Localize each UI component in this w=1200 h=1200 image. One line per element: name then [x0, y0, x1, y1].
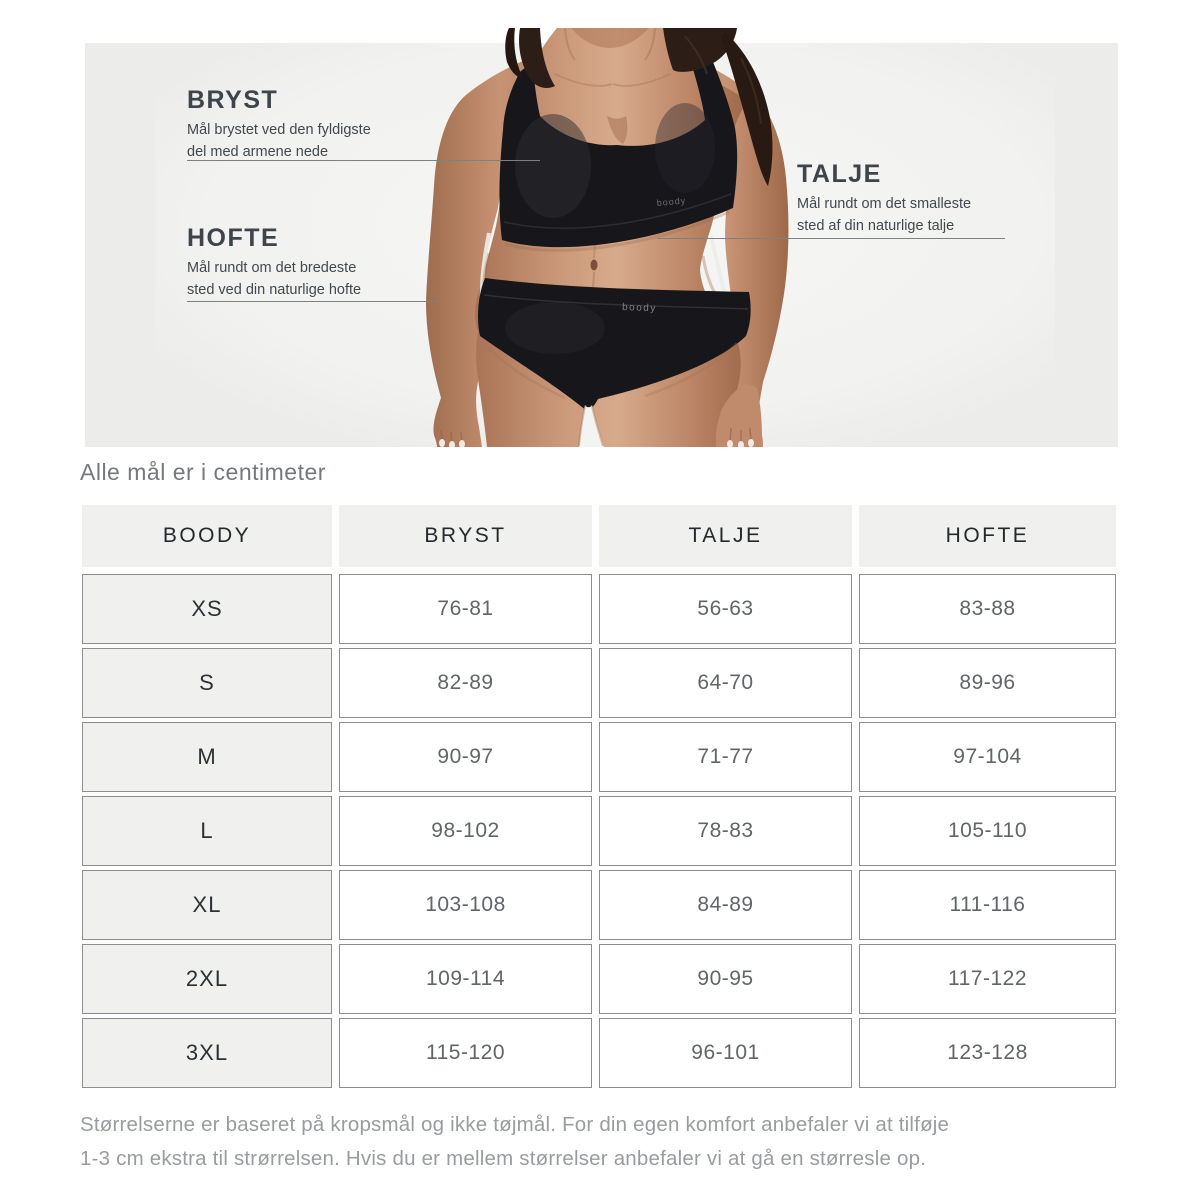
size-table-header: [82, 505, 1116, 567]
footer-note: [80, 1108, 949, 1176]
l-talje-value: 78-83: [599, 796, 852, 866]
size-label-s: S: [82, 648, 332, 718]
footer-note-line1: Størrelserne er baseret på kropsmål og ikke tøjmål. For din egen komfort anbefaler vi at tilføje: [80, 1113, 950, 1136]
size-table: [82, 505, 1116, 1088]
talje-description: [797, 193, 971, 238]
2xl-bryst-value: 109-114: [339, 944, 592, 1014]
size-table-body: [82, 574, 1116, 1088]
s-talje-value: 64-70: [599, 648, 852, 718]
units-note: Alle mål er i centimeter: [80, 459, 326, 485]
m-bryst-value: 90-97: [339, 722, 592, 792]
xs-hofte-value: 83-88: [859, 574, 1116, 644]
xl-talje-value: 84-89: [599, 870, 852, 940]
3xl-hofte-value: 123-128: [859, 1018, 1116, 1088]
boody-logo-bra: boody: [656, 195, 687, 208]
hofte-pointer-line: [187, 301, 438, 302]
boody-logo-briefs: boody: [621, 302, 658, 315]
m-hofte-value: 97-104: [859, 722, 1116, 792]
talje-description-line1: Mål rundt om det smalleste: [797, 196, 972, 212]
column-header-bryst: BRYST: [339, 505, 592, 567]
bryst-description-line1: Mål brystet ved den fyldigste: [187, 122, 371, 138]
column-header-talje: TALJE: [599, 505, 852, 567]
talje-description-line2: sted af din naturlige talje: [797, 218, 955, 235]
bryst-description: [187, 119, 371, 164]
size-label-xl: XL: [82, 870, 332, 940]
s-hofte-value: 89-96: [859, 648, 1116, 718]
s-bryst-value: 82-89: [339, 648, 592, 718]
xs-bryst-value: 76-81: [339, 574, 592, 644]
bryst-description-line2: del med armene nede: [187, 144, 329, 161]
size-label-3xl: 3XL: [82, 1018, 332, 1088]
hofte-description: [187, 257, 361, 302]
hofte-description-line2: sted ved din naturlige hofte: [187, 282, 362, 299]
hofte-title: HOFTE: [187, 224, 280, 252]
bryst-pointer-line: [187, 160, 540, 161]
xl-hofte-value: 111-116: [859, 870, 1116, 940]
column-header-boody: BOODY: [82, 505, 332, 567]
size-label-m: M: [82, 722, 332, 792]
3xl-bryst-value: 115-120: [339, 1018, 592, 1088]
2xl-hofte-value: 117-122: [859, 944, 1116, 1014]
footer-note-line2: 1-3 cm ekstra til strørrelsen. Hvis du er mellem størrelser anbefaler vi at gå en størresle op.: [80, 1147, 927, 1170]
bryst-title: BRYST: [187, 86, 279, 114]
size-label-2xl: 2XL: [82, 944, 332, 1014]
m-talje-value: 71-77: [599, 722, 852, 792]
xl-bryst-value: 103-108: [339, 870, 592, 940]
size-label-xs: XS: [82, 574, 332, 644]
2xl-talje-value: 90-95: [599, 944, 852, 1014]
talje-title: TALJE: [797, 160, 882, 188]
l-hofte-value: 105-110: [859, 796, 1116, 866]
hofte-description-line1: Mål rundt om det bredeste: [187, 260, 357, 276]
size-label-l: L: [82, 796, 332, 866]
xs-talje-value: 56-63: [599, 574, 852, 644]
l-bryst-value: 98-102: [339, 796, 592, 866]
3xl-talje-value: 96-101: [599, 1018, 852, 1088]
column-header-hofte: HOFTE: [859, 505, 1116, 567]
talje-pointer-line: [657, 238, 1005, 239]
